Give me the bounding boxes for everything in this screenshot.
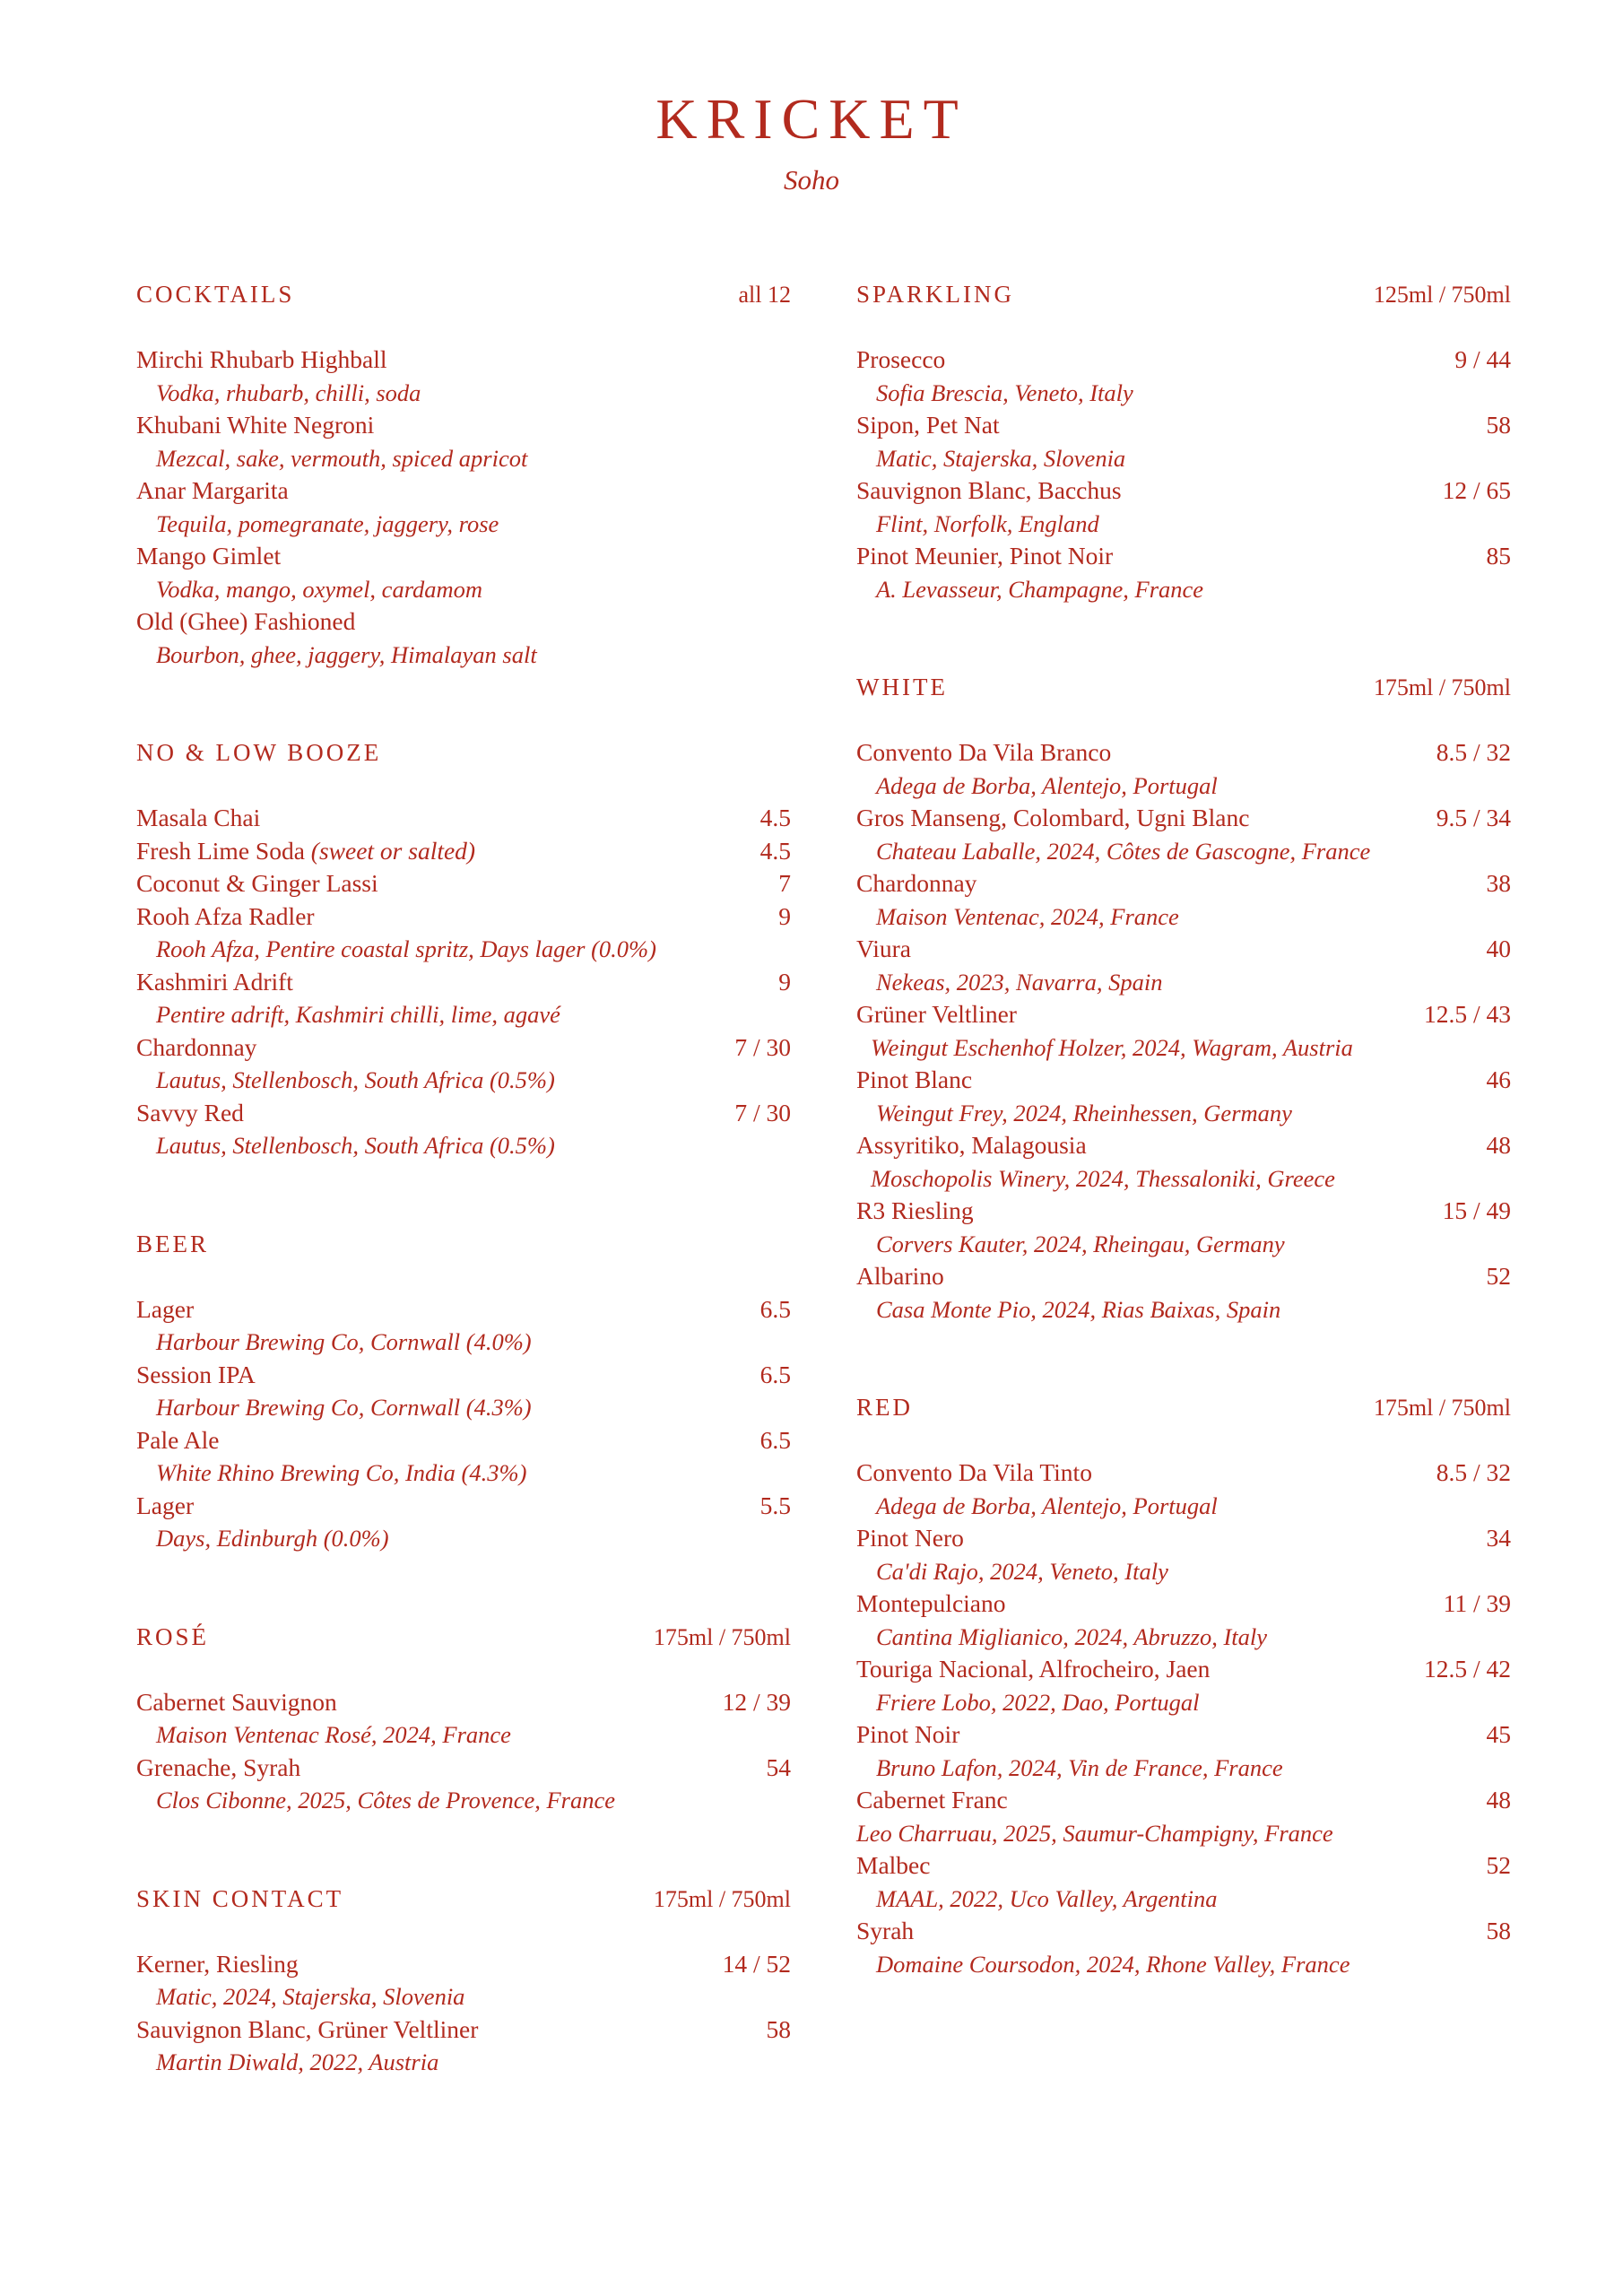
item-name-wrap — [856, 1064, 972, 1097]
item-name: Mango Gimlet — [136, 542, 282, 570]
item-price: 4.5 — [759, 804, 791, 831]
item-price: 12.5 / 43 — [1423, 1000, 1511, 1028]
item-name: Viura — [856, 935, 911, 962]
section-price-note: 175ml / 750ml — [653, 1623, 791, 1650]
item-name: Session IPA — [136, 1360, 256, 1388]
item-name: Pale Ale — [136, 1425, 220, 1454]
item-price: 9 — [778, 901, 791, 930]
item-name-wrap — [856, 1129, 1087, 1162]
menu-item — [136, 1359, 791, 1392]
item-description: Adega de Borba, Alentejo, Portugal — [876, 771, 1218, 799]
brand-logo: KRICKET — [655, 87, 968, 151]
item-description: Matic, Stajerska, Slovenia — [876, 444, 1126, 472]
item-name-wrap — [136, 2013, 478, 2047]
menu-item — [856, 1718, 1511, 1752]
item-name: Rooh Afza Radler — [136, 901, 315, 930]
menu-item — [136, 1948, 791, 1981]
menu-item — [856, 1653, 1511, 1686]
item-name-wrap — [856, 1849, 930, 1883]
section-title: SPARKLING — [856, 281, 1015, 308]
item-name-wrap — [136, 1293, 194, 1326]
item-name-wrap — [136, 1686, 337, 1719]
item-name: Cabernet Sauvignon — [136, 1687, 337, 1716]
section-beer — [136, 1228, 791, 1555]
item-price: 40 — [1486, 935, 1511, 962]
item-price: 6.5 — [759, 1360, 791, 1388]
item-name: Sipon, Pet Nat — [856, 411, 1000, 439]
item-price: 54 — [766, 1752, 791, 1781]
section-title: ROSÉ — [136, 1622, 210, 1650]
item-name: Convento Da Vila Tinto — [856, 1458, 1092, 1486]
section-header — [136, 1883, 791, 1916]
menu-item — [136, 344, 791, 377]
item-name-wrap — [856, 867, 976, 900]
item-name-wrap — [856, 474, 1122, 508]
item-name-wrap — [856, 1260, 944, 1293]
item-name-wrap — [136, 867, 378, 900]
item-description: Harbour Brewing Co, Cornwall (4.3%) — [156, 1394, 532, 1421]
item-name: Lager — [136, 1294, 195, 1323]
section-title: COCKTAILS — [136, 281, 295, 308]
item-description: Days, Edinburgh (0.0%) — [156, 1525, 389, 1552]
menu-item — [856, 1522, 1511, 1555]
item-description: Vodka, rhubarb, chilli, soda — [156, 378, 421, 406]
item-name-wrap — [136, 966, 293, 999]
menu-item — [856, 1849, 1511, 1883]
section-header — [856, 278, 1511, 311]
menu-item — [856, 998, 1511, 1031]
item-price: 58 — [766, 2014, 791, 2043]
item-description: Vodka, mango, oxymel, cardamom — [156, 575, 483, 603]
item-name: Gros Manseng, Colombard, Ugni Blanc — [856, 804, 1250, 831]
item-description: MAAL, 2022, Uco Valley, Argentina — [876, 1884, 1218, 1912]
item-description: Harbour Brewing Co, Cornwall (4.0%) — [156, 1328, 532, 1355]
menu-item — [136, 1097, 791, 1130]
item-price: 9 / 44 — [1454, 345, 1511, 373]
item-name: Pinot Noir — [856, 1720, 960, 1748]
item-name-wrap — [856, 1653, 1210, 1686]
menu-item — [856, 933, 1511, 966]
item-price: 6.5 — [759, 1294, 791, 1323]
item-description: Flint, Norfolk, England — [876, 509, 1099, 537]
item-price: 12.5 / 42 — [1423, 1655, 1511, 1683]
item-name-wrap — [136, 1359, 256, 1392]
section-header — [136, 1228, 791, 1261]
item-name-wrap — [856, 736, 1111, 770]
item-description: Rooh Afza, Pentire coastal spritz, Days lager (0.0%) — [156, 935, 656, 962]
item-description: Leo Charruau, 2025, Saumur-Champigny, France — [856, 1819, 1333, 1847]
item-name: Mirchi Rhubarb Highball — [136, 345, 387, 373]
item-name-wrap — [856, 1718, 959, 1752]
item-name-wrap — [136, 1031, 256, 1065]
item-name: Pinot Meunier, Pinot Noir — [856, 542, 1114, 570]
menu-item — [856, 1587, 1511, 1621]
menu-item — [136, 900, 791, 934]
item-description: Weingut Frey, 2024, Rheinhessen, Germany — [876, 1099, 1292, 1126]
menu-item — [856, 867, 1511, 900]
item-name: Grenache, Syrah — [136, 1752, 301, 1781]
item-name: Pinot Nero — [856, 1524, 964, 1552]
menu-item — [856, 1064, 1511, 1097]
item-name: Prosecco — [856, 345, 946, 373]
item-name: Pinot Blanc — [856, 1065, 973, 1093]
item-name-wrap — [136, 900, 315, 934]
section-skin-contact — [136, 1883, 791, 2079]
menu-item — [136, 409, 791, 442]
item-name: Kerner, Riesling — [136, 1949, 299, 1978]
item-price: 6.5 — [759, 1425, 791, 1454]
section-title: RED — [856, 1394, 913, 1421]
item-name-wrap — [136, 835, 475, 868]
item-price: 52 — [1486, 1851, 1511, 1879]
item-name: Grüner Veltliner — [856, 1000, 1017, 1028]
menu-item — [136, 1293, 791, 1326]
item-name-wrap — [136, 1948, 299, 1981]
item-price: 5.5 — [759, 1491, 791, 1519]
menu-item — [136, 1424, 791, 1457]
item-name: Lager — [136, 1491, 195, 1519]
item-name-wrap — [136, 344, 387, 377]
item-price: 9 — [778, 967, 791, 996]
item-description: Nekeas, 2023, Navarra, Spain — [876, 968, 1163, 996]
item-description: Martin Diwald, 2022, Austria — [156, 2048, 439, 2075]
item-name: Cabernet Franc — [856, 1786, 1008, 1813]
section-price-note: all 12 — [738, 282, 791, 308]
section-header — [136, 1621, 791, 1654]
item-name-wrap — [136, 1424, 219, 1457]
menu-item — [136, 474, 791, 508]
item-description: Pentire adrift, Kashmiri chilli, lime, agavé — [156, 1001, 560, 1028]
section-header — [136, 736, 791, 770]
section-price-note: 125ml / 750ml — [1373, 282, 1511, 308]
item-name-wrap — [136, 409, 374, 442]
item-description: Matic, 2024, Stajerska, Slovenia — [156, 1983, 465, 2010]
item-price: 11 / 39 — [1443, 1589, 1511, 1617]
item-description: Mezcal, sake, vermouth, spiced apricot — [156, 444, 528, 472]
item-price: 14 / 52 — [722, 1949, 791, 1978]
item-price: 52 — [1486, 1262, 1511, 1290]
item-price: 15 / 49 — [1442, 1196, 1511, 1224]
right-column — [856, 278, 1511, 2046]
item-description: Lautus, Stellenbosch, South Africa (0.5%) — [156, 1066, 555, 1093]
item-name: Savvy Red — [136, 1098, 244, 1126]
item-price: 8.5 / 32 — [1436, 1458, 1511, 1486]
menu-item — [856, 736, 1511, 770]
item-description: Bourbon, ghee, jaggery, Himalayan salt — [156, 640, 537, 668]
left-column — [136, 278, 791, 2144]
item-description: Cantina Miglianico, 2024, Abruzzo, Italy — [876, 1622, 1268, 1650]
menu-item — [856, 802, 1511, 835]
menu-item — [856, 1457, 1511, 1490]
menu-item — [856, 1260, 1511, 1293]
menu-item — [136, 1031, 791, 1065]
menu-item — [136, 1752, 791, 1785]
item-name: Khubani White Negroni — [136, 411, 375, 439]
item-name: R3 Riesling — [856, 1196, 974, 1224]
item-name-wrap — [856, 540, 1113, 573]
menu-item — [136, 966, 791, 999]
item-price: 7 — [778, 869, 791, 897]
item-name: Syrah — [856, 1917, 915, 1944]
item-description: Moschopolis Winery, 2024, Thessaloniki, Greece — [871, 1164, 1335, 1192]
item-name: Sauvignon Blanc, Grüner Veltliner — [136, 2014, 479, 2043]
section-title: BEER — [136, 1230, 210, 1257]
item-price: 38 — [1486, 869, 1511, 897]
item-name-wrap — [856, 802, 1249, 835]
section-header — [856, 671, 1511, 704]
item-name: Kashmiri Adrift — [136, 967, 293, 996]
item-name-wrap — [856, 1587, 1006, 1621]
menu-item — [856, 1195, 1511, 1228]
item-name: Anar Margarita — [136, 476, 289, 504]
item-price: 45 — [1486, 1720, 1511, 1748]
section-title: NO & LOW BOOZE — [136, 739, 382, 766]
section-price-note: 175ml / 750ml — [1373, 674, 1511, 700]
item-description: Corvers Kauter, 2024, Rheingau, Germany — [876, 1230, 1285, 1257]
item-description: Adega de Borba, Alentejo, Portugal — [876, 1492, 1218, 1519]
item-description: White Rhino Brewing Co, India (4.3%) — [156, 1459, 527, 1486]
item-name-note: (sweet or salted) — [310, 836, 476, 865]
menu-item — [856, 474, 1511, 508]
item-price: 34 — [1486, 1524, 1511, 1552]
item-name-wrap — [136, 605, 355, 639]
menu-item — [136, 605, 791, 639]
item-name-wrap — [856, 1457, 1092, 1490]
item-description: Sofia Brescia, Veneto, Italy — [876, 378, 1133, 406]
item-description: Clos Cibonne, 2025, Côtes de Provence, France — [156, 1787, 615, 1813]
location-subtitle: Soho — [784, 164, 839, 196]
item-description: Weingut Eschenhof Holzer, 2024, Wagram, Austria — [871, 1033, 1353, 1061]
item-price: 12 / 65 — [1442, 476, 1511, 504]
item-description: Casa Monte Pio, 2024, Rias Baixas, Spain — [876, 1295, 1281, 1323]
item-description: Bruno Lafon, 2024, Vin de France, France — [876, 1753, 1283, 1781]
item-description: Lautus, Stellenbosch, South Africa (0.5%) — [156, 1132, 555, 1159]
menu-item — [856, 1784, 1511, 1817]
menu-item — [856, 1129, 1511, 1162]
item-name-wrap — [856, 933, 911, 966]
item-price: 85 — [1486, 542, 1511, 570]
section-cocktails — [136, 278, 791, 671]
menu-item — [136, 835, 791, 868]
item-price: 58 — [1486, 1917, 1511, 1944]
item-price: 4.5 — [759, 836, 791, 865]
item-name: Coconut & Ginger Lassi — [136, 869, 378, 897]
item-name: Albarino — [856, 1262, 944, 1290]
item-name: Old (Ghee) Fashioned — [136, 607, 356, 635]
item-name-wrap — [136, 1097, 244, 1130]
item-price: 8.5 / 32 — [1436, 738, 1511, 766]
item-description: Chateau Laballe, 2024, Côtes de Gascogne, France — [876, 837, 1371, 865]
menu-item — [136, 1490, 791, 1523]
item-name-wrap — [136, 1752, 300, 1785]
section-header — [136, 278, 791, 311]
section-price-note: 175ml / 750ml — [653, 1885, 791, 1912]
section-ros — [136, 1621, 791, 1817]
menu-item — [856, 540, 1511, 573]
section-sparkling — [856, 278, 1511, 605]
item-price: 46 — [1486, 1065, 1511, 1093]
item-name: Montepulciano — [856, 1589, 1006, 1617]
item-name: Fresh Lime Soda — [136, 836, 305, 865]
menu-item — [136, 802, 791, 835]
section-price-note: 175ml / 750ml — [1373, 1395, 1511, 1421]
item-name-wrap — [856, 1915, 914, 1948]
item-description: A. Levasseur, Champagne, France — [876, 575, 1204, 603]
item-description: Maison Ventenac, 2024, France — [876, 902, 1179, 930]
item-price: 48 — [1486, 1786, 1511, 1813]
item-description: Tequila, pomegranate, jaggery, rose — [156, 509, 499, 537]
item-name-wrap — [856, 344, 945, 377]
item-name-wrap — [856, 1195, 974, 1228]
menu-item — [856, 409, 1511, 442]
item-description: Friere Lobo, 2022, Dao, Portugal — [876, 1688, 1200, 1716]
item-description: Domaine Coursodon, 2024, Rhone Valley, France — [876, 1950, 1350, 1978]
item-name-wrap — [856, 1784, 1008, 1817]
item-price: 7 / 30 — [734, 1032, 791, 1061]
item-name: Touriga Nacional, Alfrocheiro, Jaen — [856, 1655, 1211, 1683]
item-description: Ca'di Rajo, 2024, Veneto, Italy — [876, 1557, 1168, 1585]
item-name-wrap — [136, 540, 281, 573]
item-price: 48 — [1486, 1131, 1511, 1159]
item-name-wrap — [136, 802, 260, 835]
section-header — [856, 1391, 1511, 1424]
item-price: 12 / 39 — [722, 1687, 791, 1716]
menu-item — [136, 867, 791, 900]
item-name: Masala Chai — [136, 804, 261, 831]
item-name: Chardonnay — [856, 869, 977, 897]
section-title: WHITE — [856, 674, 948, 700]
item-name-wrap — [856, 409, 1000, 442]
menu-item — [136, 1686, 791, 1719]
menu-item — [136, 2013, 791, 2047]
item-price: 58 — [1486, 411, 1511, 439]
item-name: Assyritiko, Malagousia — [856, 1131, 1087, 1159]
section-white — [856, 671, 1511, 1326]
item-name-wrap — [856, 998, 1017, 1031]
menu-item — [136, 540, 791, 573]
menu-item — [856, 1915, 1511, 1948]
item-name-wrap — [136, 474, 289, 508]
item-name: Chardonnay — [136, 1032, 257, 1061]
item-name-wrap — [136, 1490, 194, 1523]
item-name: Sauvignon Blanc, Bacchus — [856, 476, 1122, 504]
item-name: Convento Da Vila Branco — [856, 738, 1112, 766]
section-title: SKIN CONTACT — [136, 1884, 344, 1912]
item-name: Malbec — [856, 1851, 931, 1879]
item-price: 7 / 30 — [734, 1098, 791, 1126]
section-red — [856, 1391, 1511, 1980]
section-no-low-booze — [136, 736, 791, 1162]
item-description: Maison Ventenac Rosé, 2024, France — [156, 1721, 511, 1748]
menu-item — [856, 344, 1511, 377]
item-price: 9.5 / 34 — [1436, 804, 1511, 831]
item-name-wrap — [856, 1522, 964, 1555]
